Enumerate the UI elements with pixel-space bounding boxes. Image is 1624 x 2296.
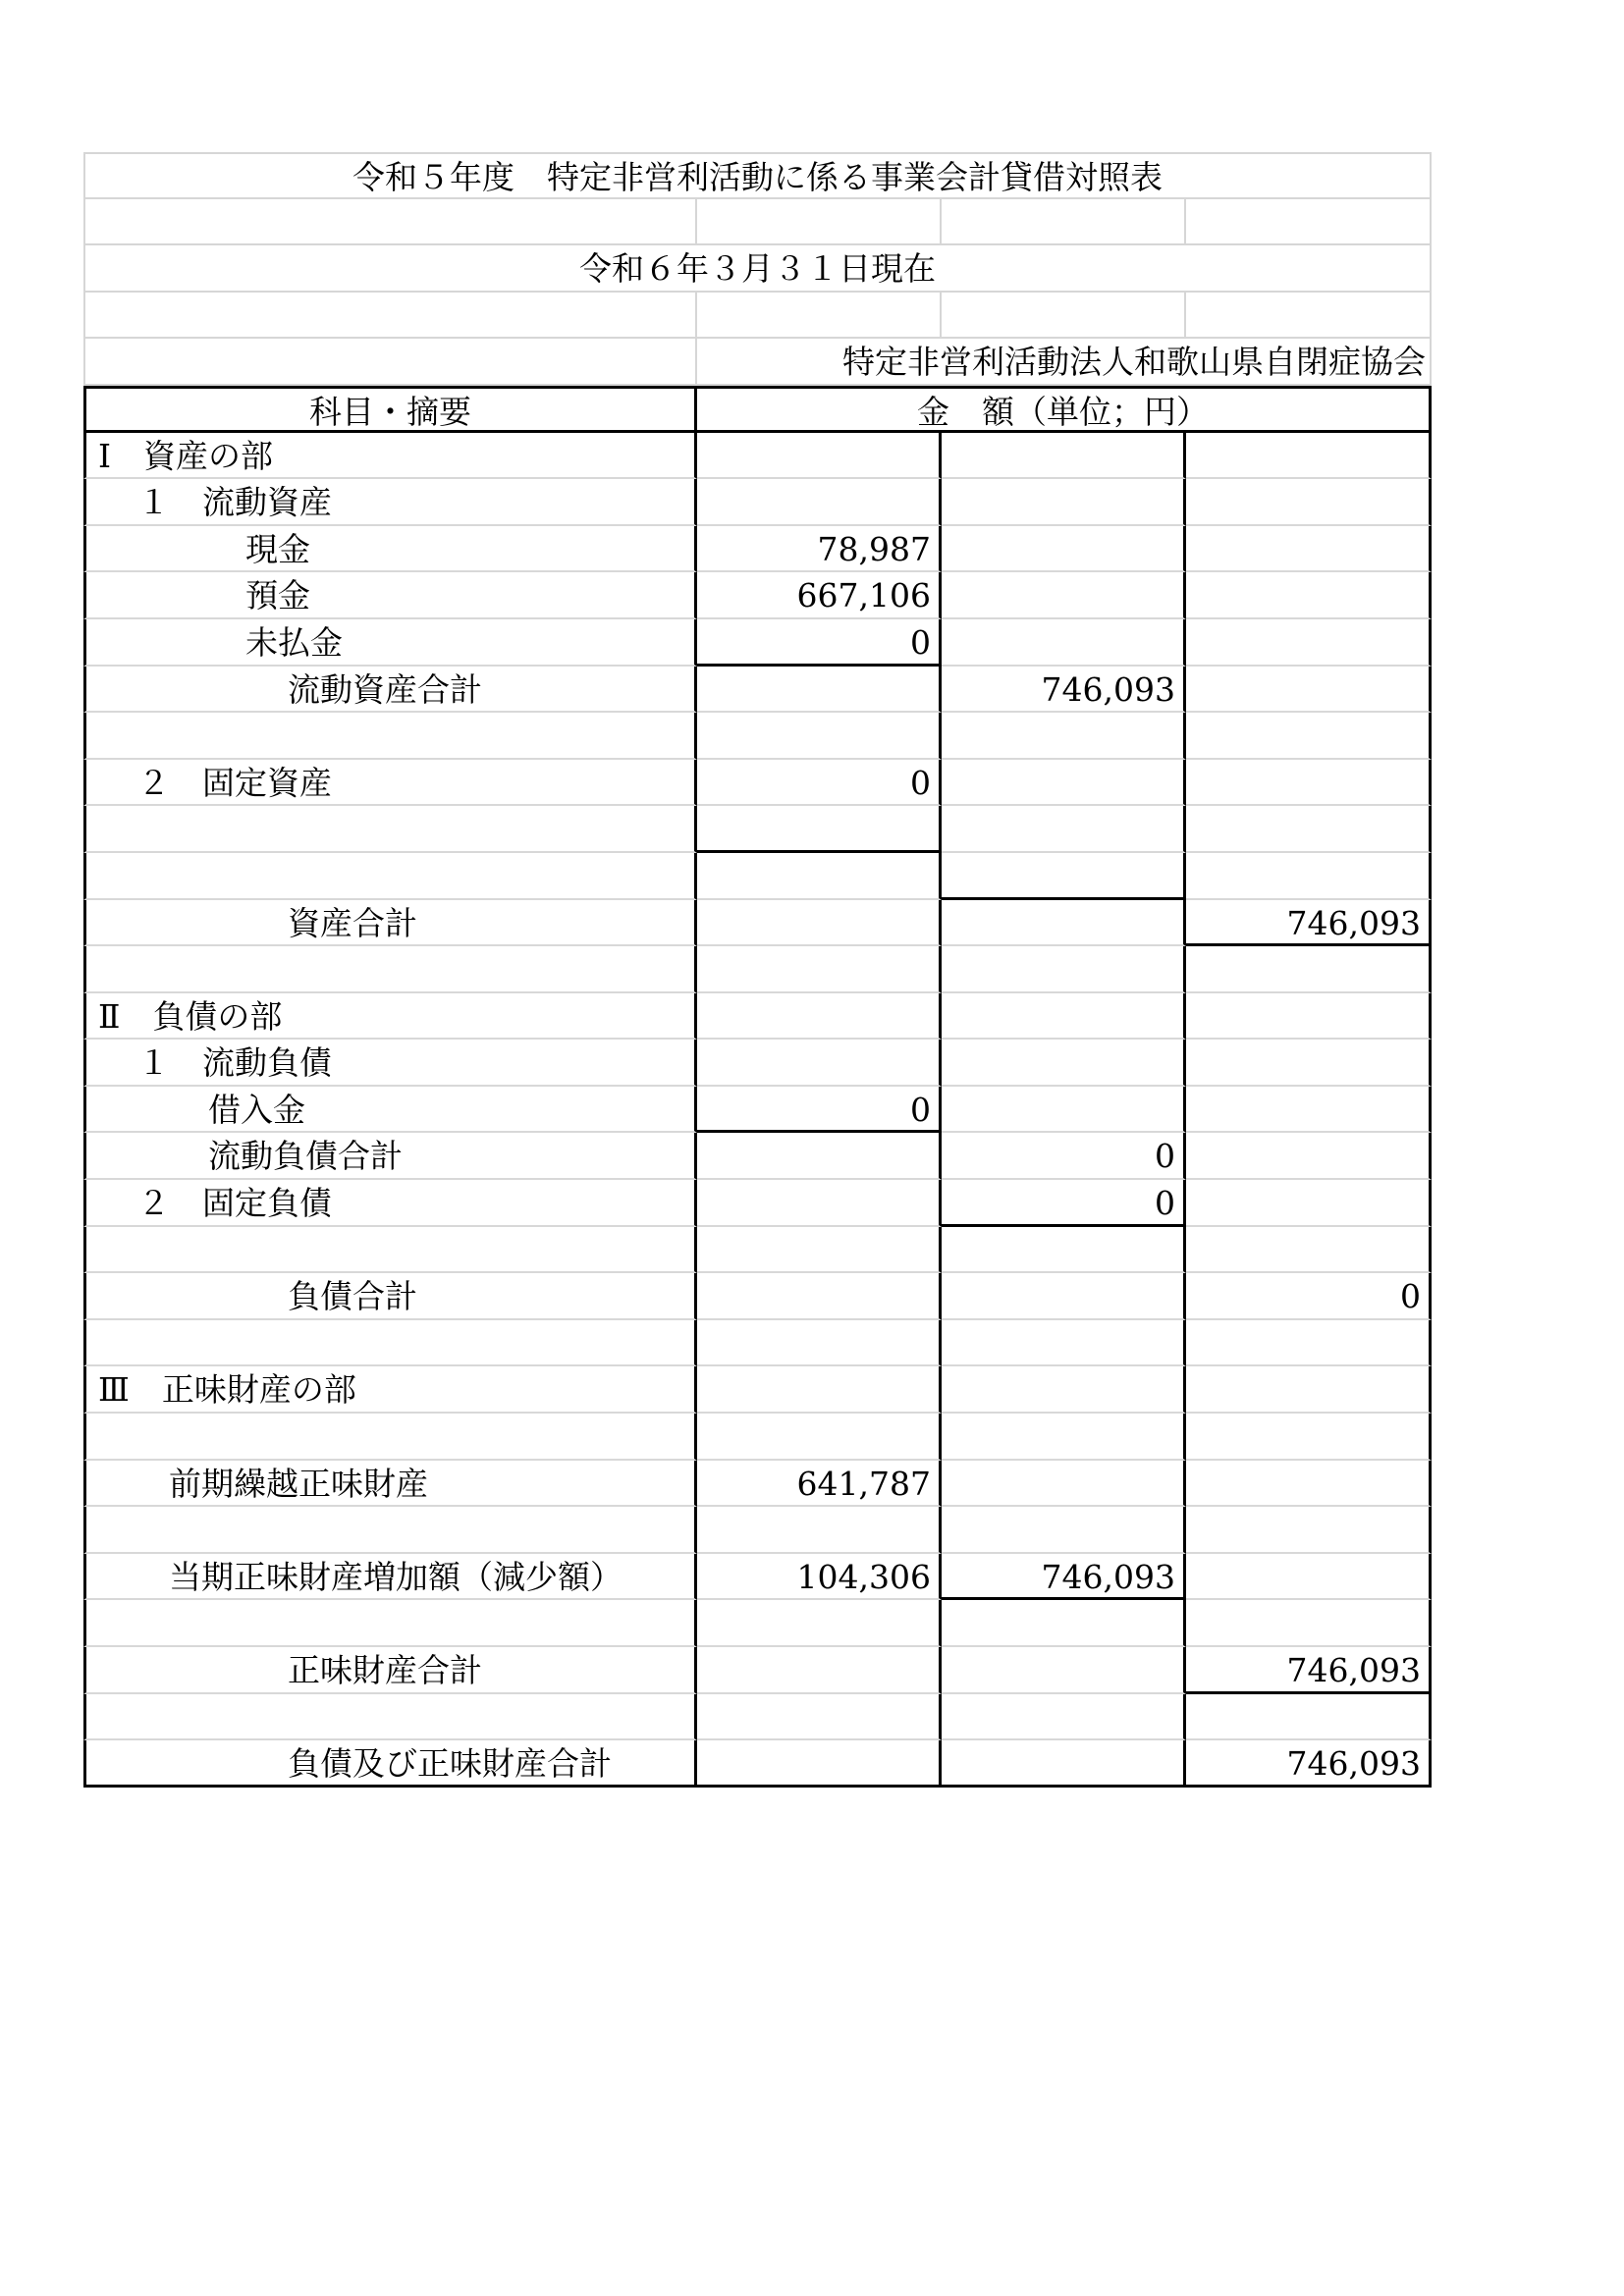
amount-col-1 xyxy=(697,806,942,853)
amount-col-1 xyxy=(697,1320,942,1367)
as-of-date: 令和６年３月３１日現在 xyxy=(83,245,1432,293)
row-label xyxy=(83,806,697,853)
amount-col-1: 0 xyxy=(697,619,942,667)
amount-col-2 xyxy=(942,1414,1186,1461)
row-label xyxy=(83,1414,697,1461)
amount-col-2 xyxy=(942,1320,1186,1367)
amount-col-3 xyxy=(1186,1366,1432,1414)
row-label: 流動負債合計 xyxy=(83,1133,697,1180)
amount-col-1: 641,787 xyxy=(697,1461,942,1508)
amount-col-2 xyxy=(942,1227,1186,1274)
amount-col-1 xyxy=(697,433,942,480)
row-label xyxy=(83,1320,697,1367)
amount-col-1 xyxy=(697,479,942,526)
amount-col-2 xyxy=(942,572,1186,619)
row-label: 負債及び正味財産合計 xyxy=(83,1740,697,1788)
row-label: 借入金 xyxy=(83,1087,697,1134)
amount-col-1 xyxy=(697,1740,942,1788)
amount-col-2 xyxy=(942,1694,1186,1741)
table-row xyxy=(83,433,1432,480)
table-row xyxy=(83,1507,1432,1554)
amount-col-2 xyxy=(942,1273,1186,1320)
row-label: 未払金 xyxy=(83,619,697,667)
table-row xyxy=(83,1554,1432,1601)
table-row xyxy=(83,1273,1432,1320)
amount-col-3 xyxy=(1186,1133,1432,1180)
amount-col-1 xyxy=(697,1180,942,1227)
row-label: Ⅱ 負債の部 xyxy=(83,993,697,1041)
amount-col-3 xyxy=(1186,619,1432,667)
amount-col-3 xyxy=(1186,1320,1432,1367)
header-amount: 金 額（単位；円） xyxy=(697,386,1432,433)
amount-col-3 xyxy=(1186,526,1432,573)
table-row xyxy=(83,1087,1432,1134)
row-label: 正味財産合計 xyxy=(83,1647,697,1694)
table-header xyxy=(83,386,1432,433)
amount-col-1: 104,306 xyxy=(697,1554,942,1601)
row-label: 当期正味財産増加額（減少額） xyxy=(83,1554,697,1601)
table-row xyxy=(83,806,1432,853)
amount-col-3 xyxy=(1186,1554,1432,1601)
amount-col-2 xyxy=(942,1507,1186,1554)
amount-col-1 xyxy=(697,1040,942,1087)
row-label: 預金 xyxy=(83,572,697,619)
amount-col-2: 0 xyxy=(942,1133,1186,1180)
title-row xyxy=(83,152,1432,199)
row-label: Ⅲ 正味財産の部 xyxy=(83,1366,697,1414)
row-label xyxy=(83,1227,697,1274)
amount-col-3 xyxy=(1186,946,1432,993)
amount-col-2: 746,093 xyxy=(942,1554,1186,1601)
row-label xyxy=(83,713,697,760)
document-title: 令和５年度 特定非営利活動に係る事業会計貸借対照表 xyxy=(83,152,1432,199)
amount-col-2 xyxy=(942,946,1186,993)
amount-col-2 xyxy=(942,900,1186,947)
table-row xyxy=(83,1740,1432,1788)
amount-col-1 xyxy=(697,1273,942,1320)
amount-col-3 xyxy=(1186,1180,1432,1227)
amount-col-3 xyxy=(1186,853,1432,900)
amount-col-3: 746,093 xyxy=(1186,900,1432,947)
amount-col-1 xyxy=(697,713,942,760)
amount-col-2 xyxy=(942,760,1186,807)
table-row xyxy=(83,526,1432,573)
row-label: 現金 xyxy=(83,526,697,573)
amount-col-3 xyxy=(1186,1087,1432,1134)
amount-col-3 xyxy=(1186,667,1432,714)
organization-name: 特定非営利活動法人和歌山県自閉症協会 xyxy=(697,339,1432,386)
amount-col-1 xyxy=(697,900,942,947)
amount-col-1 xyxy=(697,946,942,993)
amount-col-1 xyxy=(697,853,942,900)
amount-col-3 xyxy=(1186,1694,1432,1741)
amount-col-1 xyxy=(697,1414,942,1461)
amount-col-1 xyxy=(697,1366,942,1414)
amount-col-2 xyxy=(942,1087,1186,1134)
amount-col-1: 0 xyxy=(697,760,942,807)
row-label xyxy=(83,853,697,900)
amount-col-2: 746,093 xyxy=(942,667,1186,714)
amount-col-1 xyxy=(697,993,942,1041)
amount-col-2 xyxy=(942,479,1186,526)
amount-col-1 xyxy=(697,1133,942,1180)
amount-col-3: 746,093 xyxy=(1186,1740,1432,1788)
amount-col-3 xyxy=(1186,1461,1432,1508)
amount-col-2 xyxy=(942,1040,1186,1087)
amount-col-3 xyxy=(1186,572,1432,619)
amount-col-3: 0 xyxy=(1186,1273,1432,1320)
row-label: 資産合計 xyxy=(83,900,697,947)
row-label: １ 流動資産 xyxy=(83,479,697,526)
date-row xyxy=(83,245,1432,293)
row-label: 前期繰越正味財産 xyxy=(83,1461,697,1508)
table-row xyxy=(83,993,1432,1041)
row-label: 流動資産合計 xyxy=(83,667,697,714)
row-label xyxy=(83,946,697,993)
row-label xyxy=(83,1600,697,1647)
amount-col-1 xyxy=(697,1647,942,1694)
amount-col-2 xyxy=(942,1740,1186,1788)
table-row xyxy=(83,900,1432,947)
amount-col-1 xyxy=(697,667,942,714)
amount-col-1: 0 xyxy=(697,1087,942,1134)
row-label: 負債合計 xyxy=(83,1273,697,1320)
amount-col-1 xyxy=(697,1227,942,1274)
table-row xyxy=(83,479,1432,526)
row-label xyxy=(83,1694,697,1741)
amount-col-2 xyxy=(942,993,1186,1041)
amount-col-3 xyxy=(1186,1040,1432,1087)
table-row xyxy=(83,1694,1432,1741)
amount-col-1 xyxy=(697,1507,942,1554)
amount-col-3 xyxy=(1186,1507,1432,1554)
row-label xyxy=(83,1507,697,1554)
amount-col-3 xyxy=(1186,760,1432,807)
amount-col-3 xyxy=(1186,1227,1432,1274)
table-row xyxy=(83,760,1432,807)
amount-col-2 xyxy=(942,806,1186,853)
amount-col-1: 78,987 xyxy=(697,526,942,573)
amount-col-2 xyxy=(942,1366,1186,1414)
table-row xyxy=(83,1180,1432,1227)
amount-col-2 xyxy=(942,619,1186,667)
table-row xyxy=(83,1414,1432,1461)
table-row xyxy=(83,667,1432,714)
amount-col-2 xyxy=(942,853,1186,900)
amount-col-3 xyxy=(1186,713,1432,760)
table-row xyxy=(83,946,1432,993)
amount-col-1 xyxy=(697,1600,942,1647)
balance-sheet-table xyxy=(83,152,1432,1788)
table-row xyxy=(83,1133,1432,1180)
amount-col-2: 0 xyxy=(942,1180,1186,1227)
amount-col-2 xyxy=(942,1461,1186,1508)
table-row xyxy=(83,1366,1432,1414)
amount-col-3 xyxy=(1186,1414,1432,1461)
amount-col-1: 667,106 xyxy=(697,572,942,619)
table-row xyxy=(83,1040,1432,1087)
amount-col-2 xyxy=(942,1600,1186,1647)
amount-col-3 xyxy=(1186,806,1432,853)
table-row xyxy=(83,853,1432,900)
amount-col-3 xyxy=(1186,479,1432,526)
table-row xyxy=(83,572,1432,619)
amount-col-2 xyxy=(942,1647,1186,1694)
amount-col-3 xyxy=(1186,1600,1432,1647)
table-row xyxy=(83,619,1432,667)
table-row xyxy=(83,1600,1432,1647)
amount-col-3: 746,093 xyxy=(1186,1647,1432,1694)
table-row xyxy=(83,713,1432,760)
amount-col-3 xyxy=(1186,433,1432,480)
amount-col-2 xyxy=(942,526,1186,573)
table-body xyxy=(83,433,1432,1788)
blank-row xyxy=(83,293,1432,340)
row-label: ２ 固定負債 xyxy=(83,1180,697,1227)
amount-col-3 xyxy=(1186,993,1432,1041)
row-label: １ 流動負債 xyxy=(83,1040,697,1087)
row-label: Ⅰ 資産の部 xyxy=(83,433,697,480)
amount-col-1 xyxy=(697,1694,942,1741)
table-row xyxy=(83,1227,1432,1274)
amount-col-2 xyxy=(942,433,1186,480)
row-label: ２ 固定資産 xyxy=(83,760,697,807)
table-row xyxy=(83,1461,1432,1508)
table-row xyxy=(83,1320,1432,1367)
amount-col-2 xyxy=(942,713,1186,760)
table-row xyxy=(83,1647,1432,1694)
blank-row xyxy=(83,199,1432,246)
header-subject: 科目・摘要 xyxy=(83,386,697,433)
organization-row xyxy=(83,339,1432,386)
